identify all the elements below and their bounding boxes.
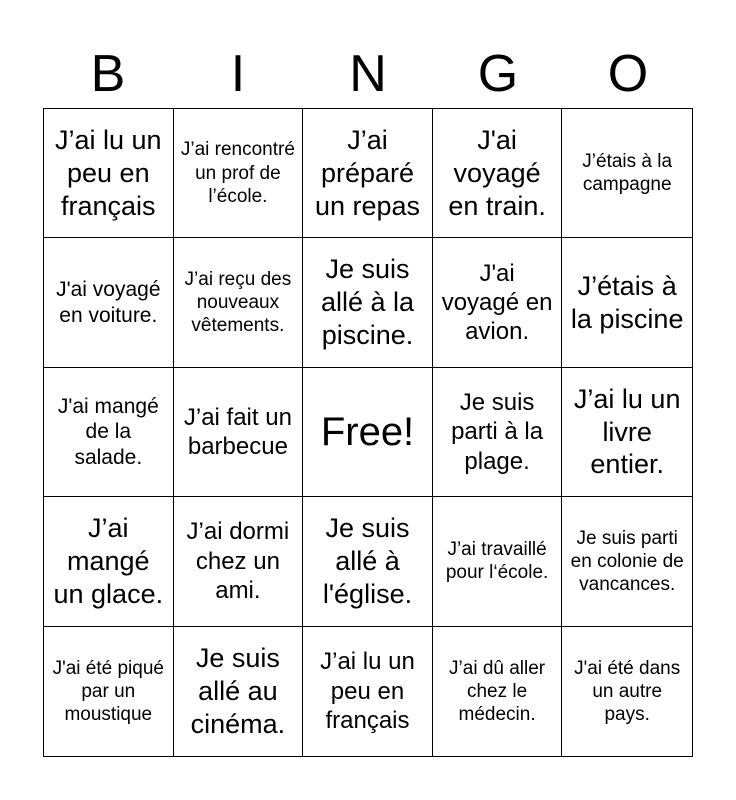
header-letter-g: G: [477, 45, 519, 103]
free-space[interactable]: [303, 368, 433, 497]
bingo-cell[interactable]: [433, 109, 563, 238]
bingo-cell[interactable]: [433, 368, 563, 497]
free-space-text: Free!: [320, 409, 415, 454]
bingo-cell[interactable]: [562, 497, 692, 626]
bingo-cell[interactable]: [562, 368, 692, 497]
bingo-cell[interactable]: [433, 627, 563, 756]
cell-text: J’ai reçu des nouveaux vêtements.: [184, 268, 292, 337]
cell-text: J’ai préparé un repas: [314, 124, 421, 221]
bingo-cell[interactable]: [44, 368, 174, 497]
bingo-cell[interactable]: [303, 238, 433, 367]
cell-text: J’étais à la campagne: [582, 151, 673, 196]
bingo-cell[interactable]: [562, 627, 692, 756]
header-letter-i: I: [230, 45, 246, 103]
cell-text: Je suis allé au cinéma.: [190, 642, 286, 739]
cell-text: J'ai voyagé en train.: [448, 124, 546, 221]
cell-text: J’ai travaillé pour l‘école.: [445, 539, 549, 584]
cell-text: J'ai été piqué par un moustique: [52, 657, 164, 725]
header-letter-b: B: [90, 45, 126, 103]
header-letter-o: O: [607, 45, 649, 103]
cell-text: J'ai mangé de la salade.: [57, 394, 159, 469]
cell-text: Je suis parti en colonie de vancances.: [570, 527, 684, 595]
cell-text: J'ai été dans un autre pays.: [574, 657, 681, 725]
bingo-cell[interactable]: [44, 238, 174, 367]
bingo-cell[interactable]: [303, 497, 433, 626]
bingo-cell[interactable]: [433, 497, 563, 626]
cell-text: J’ai rencontré un prof de l’école.: [180, 139, 295, 207]
cell-text: J’ai dormi chez un ami.: [186, 518, 290, 605]
bingo-cell[interactable]: [174, 368, 304, 497]
cell-text: J’ai fait un barbecue: [183, 403, 292, 460]
cell-text: Je suis allé à l'église.: [322, 512, 413, 609]
cell-text: J’ai dû aller chez le médecin.: [449, 657, 546, 725]
cell-text: J’étais à la piscine: [570, 270, 684, 334]
cell-text: J’ai lu un livre entier.: [573, 383, 681, 480]
cell-text: J’ai lu un peu en français: [55, 124, 162, 221]
cell-text: J’ai mangé un glace.: [53, 512, 164, 609]
cell-text: J'ai voyagé en avion.: [441, 259, 553, 346]
bingo-board: [43, 108, 693, 757]
bingo-cell[interactable]: [174, 238, 304, 367]
bingo-cell[interactable]: [303, 109, 433, 238]
bingo-cell[interactable]: [44, 109, 174, 238]
bingo-cell[interactable]: [562, 238, 692, 367]
bingo-cell[interactable]: [174, 109, 304, 238]
header-letter-n: N: [349, 45, 387, 103]
cell-text: Je suis allé à la piscine.: [320, 254, 415, 351]
cell-text: J'ai voyagé en voiture.: [56, 277, 161, 327]
bingo-cell[interactable]: [303, 627, 433, 756]
cell-text: J’ai lu un peu en français: [320, 648, 415, 734]
bingo-cell[interactable]: [562, 109, 692, 238]
bingo-cell[interactable]: [44, 497, 174, 626]
bingo-header: [43, 40, 693, 108]
bingo-cell[interactable]: [174, 627, 304, 756]
bingo-cell[interactable]: [44, 627, 174, 756]
bingo-cell[interactable]: [433, 238, 563, 367]
cell-text: Je suis parti à la plage.: [451, 389, 544, 475]
bingo-cell[interactable]: [174, 497, 304, 626]
